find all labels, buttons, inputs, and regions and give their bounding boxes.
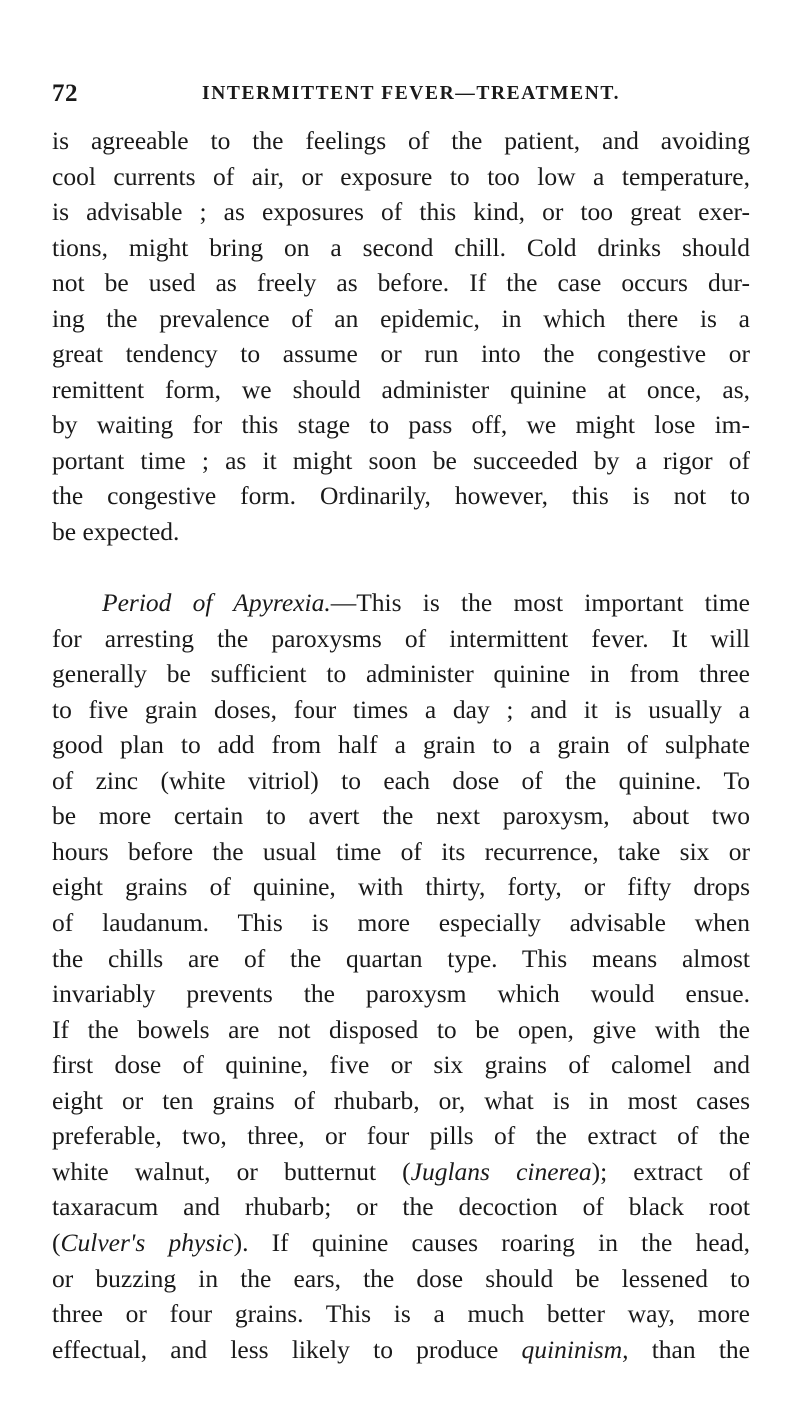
text-line (52, 905, 750, 941)
text-run: of zinc (white vitriol) to each dose of the quinine. To (52, 765, 750, 795)
text-line (52, 585, 750, 621)
text-line (52, 407, 750, 443)
text-line (52, 478, 750, 514)
text-run: portant time ; as it might soon be succeeded by a rigor of (52, 445, 750, 475)
text-run: ing the prevalence of an epidemic, in which there is a (52, 303, 750, 333)
text-run: first dose of quinine, five or six grains of calomel and (52, 1050, 750, 1080)
text-run: tions, might bring on a second chill. Cold drinks should (52, 232, 750, 262)
text-run: not be used as freely as before. If the case occurs dur- (52, 268, 750, 298)
text-line (52, 976, 750, 1012)
text-run: eight grains of quinine, with thirty, forty, or fifty drops (52, 872, 750, 902)
text-line (52, 372, 750, 408)
paragraph (52, 123, 750, 550)
text-run: If the bowels are not disposed to be open, give with the (52, 1014, 750, 1044)
text-run: than the (628, 1334, 750, 1364)
text-line (52, 1012, 750, 1048)
text-line (52, 265, 750, 301)
text-line (52, 123, 750, 159)
text-line (52, 1296, 750, 1332)
body-text (52, 123, 750, 1367)
text-line (52, 798, 750, 834)
text-line (52, 1189, 750, 1225)
text-line (52, 1225, 750, 1261)
text-line (52, 621, 750, 657)
text-run: effectual, and less likely to produce (52, 1334, 522, 1364)
text-run: of laudanum. This is more especially advisable when (52, 908, 750, 938)
italic-text: Juglans cinerea (410, 1156, 592, 1186)
paragraph (52, 585, 750, 1367)
text-line (52, 869, 750, 905)
paragraph-gap (52, 550, 750, 586)
text-run: hours before the usual time of its recurrence, take six or (52, 836, 750, 866)
page-header (52, 80, 752, 114)
text-line (52, 1154, 750, 1190)
running-head: INTERMITTENT FEVER—TREATMENT. (202, 83, 621, 104)
text-run: by waiting for this stage to pass off, we might lose im- (52, 410, 750, 440)
text-line (52, 941, 750, 977)
text-run: for arresting the paroxysms of intermittent fever. It will (52, 623, 750, 653)
text-line (52, 692, 750, 728)
text-line (52, 656, 750, 692)
text-run: be more certain to avert the next paroxysm, about two (52, 801, 750, 831)
text-run: be expected. (52, 517, 180, 547)
text-run: ( (52, 1227, 61, 1257)
text-line (52, 1261, 750, 1297)
text-run: good plan to add from half a grain to a grain of sulphate (52, 730, 750, 760)
text-line (52, 514, 750, 550)
text-run: taxaracum and rhubarb; or the decoction of black root (52, 1192, 750, 1222)
text-line (52, 1332, 750, 1368)
text-line (52, 1083, 750, 1119)
text-run: is agreeable to the feelings of the patient, and avoiding (52, 126, 750, 155)
text-line (52, 230, 750, 266)
text-line (52, 159, 750, 195)
text-run: generally be sufficient to administer quinine in from three (52, 659, 750, 689)
text-line (52, 834, 750, 870)
page-number: 72 (52, 80, 78, 107)
text-run: the chills are of the quartan type. This means almost (52, 943, 750, 973)
text-run: the congestive form. Ordinarily, however, this is not to (52, 481, 750, 511)
text-run: eight or ten grains of rhubarb, or, what is in most cases (52, 1085, 750, 1115)
text-line (52, 336, 750, 372)
text-line (52, 727, 750, 763)
italic-text: Culver's physic (60, 1227, 234, 1257)
text-run: ); extract of (591, 1156, 751, 1186)
text-line (52, 763, 750, 799)
text-line (52, 301, 750, 337)
text-run: three or four grains. This is a much better way, more (52, 1299, 750, 1329)
text-run: cool currents of air, or exposure to too low a temperature, (52, 161, 750, 191)
text-line (52, 194, 750, 230)
italic-text: Period of Apyrexia. (102, 588, 331, 618)
text-run: great tendency to assume or run into the congestive or (52, 339, 750, 369)
italic-text: quininism, (521, 1334, 629, 1364)
text-run: or buzzing in the ears, the dose should be lessened to (52, 1263, 750, 1293)
text-run: preferable, two, three, or four pills of the extract of the (52, 1121, 750, 1151)
text-line (52, 1118, 750, 1154)
text-run: remittent form, we should administer quinine at once, as, (52, 374, 750, 404)
text-line (52, 443, 750, 479)
text-run: invariably prevents the paroxysm which would ensue. (52, 979, 750, 1009)
text-line (52, 1047, 750, 1083)
text-run: is advisable ; as exposures of this kind, or too great exer- (52, 197, 750, 227)
text-run: —This is the most important time (330, 588, 750, 618)
text-run: to five grain doses, four times a day ; and it is usually a (52, 694, 750, 724)
text-run: white walnut, or butternut ( (52, 1156, 411, 1186)
text-run: ). If quinine causes roaring in the head, (233, 1227, 750, 1257)
